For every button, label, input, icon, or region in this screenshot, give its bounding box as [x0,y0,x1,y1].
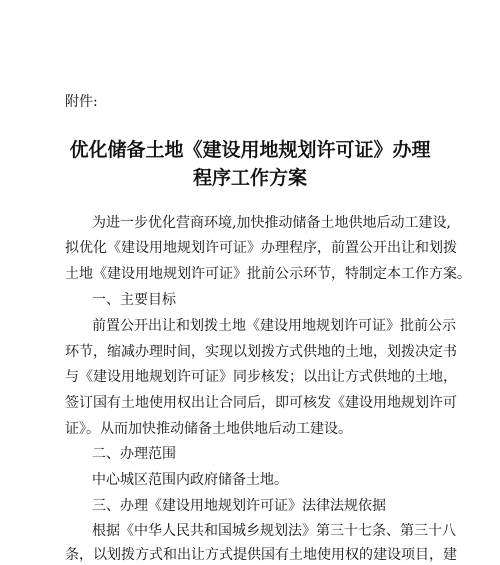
paragraph-line: 签订国有土地使用权出让合同后，即可核发《建设用地规划许可 [65,395,457,411]
attachment-label: 附件: [65,94,98,110]
paragraph-line: 前置公开出让和划拨土地《建设用地规划许可证》批前公示 [92,318,456,334]
document-title-line-2: 程序工作方案 [192,167,307,189]
section-heading-scope: 二、办理范围 [92,446,176,462]
paragraph-line: 环节，缩减办理时间，实现以划拨方式供地的土地，划拨决定书 [65,344,457,360]
paragraph-line: 证》。从而加快推动储备土地供地后动工建设。 [65,421,352,437]
paragraph-line: 拟优化《建设用地规划许可证》办理程序，前置公开出让和划拨 [65,240,457,256]
paragraph-line: 中心城区范围内政府储备土地。 [92,472,288,488]
section-heading-legal-basis: 三、办理《建设用地规划许可证》法律法规依据 [92,498,386,514]
section-heading-main-goals: 一、主要目标 [92,292,176,308]
paragraph-line: 为进一步优化营商环境,加快推动储备土地供地后动工建设, [92,215,451,231]
paragraph-line: 根据《中华人民共和国城乡规划法》第三十七条、第三十八 [92,523,456,539]
document-title-line-1: 优化储备土地《建设用地规划许可证》办理 [69,139,431,161]
paragraph-line: 条，以划拨方式和出让方式提供国有土地使用权的建设项目，建 [65,547,457,563]
paragraph-line: 与《建设用地规划许可证》同步核发；以出让方式供地的土地， [65,369,457,385]
paragraph-line: 土地《建设用地规划许可证》批前公示环节，特制定本工作方案。 [65,266,471,282]
